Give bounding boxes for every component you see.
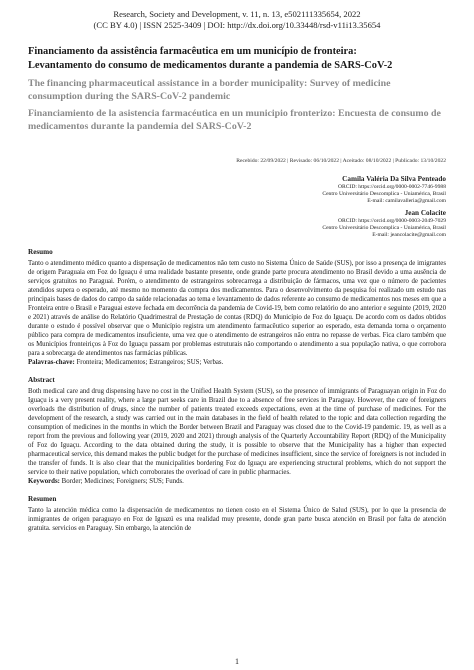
author-email[interactable]: E-mail: jeancolacite@gmail.com [372, 232, 446, 239]
resumo-heading: Resumo [28, 248, 53, 257]
page-number: 1 [235, 657, 239, 666]
license-doi-line: (CC BY 4.0) | ISSN 2525-3409 | DOI: http://dx.doi.org/10.33448/rsd-v11i13.35654 [93, 20, 381, 30]
abstract-keywords [28, 477, 446, 486]
resumo-section [28, 248, 446, 367]
abstract-heading: Abstract [28, 376, 55, 385]
abstract-keywords-label: Keywords: [28, 478, 60, 486]
author-email[interactable]: E-mail: camilavalleria@gmail.com [367, 198, 446, 205]
resumen-heading: Resumen [28, 495, 57, 504]
journal-citation-line: Research, Society and Development, v. 11, n. 13, e502111335654, 2022 [113, 9, 361, 19]
submission-dates: Recebido: 22/09/2022 | Revisado: 06/10/2022 | Aceitado: 08/10/2022 | Publicado: 13/10/2022 [236, 158, 446, 164]
resumo-keywords-list: Fronteira; Medicamentos; Estrangeiros; SUS; Verbas. [76, 359, 224, 367]
resumo-keywords [28, 358, 446, 367]
author-entry [28, 175, 446, 206]
resumo-keywords-label: Palavras-chave: [28, 359, 75, 367]
abstract-section [28, 376, 446, 486]
abstract-text: Both medical care and drug dispensing have no cost in the Unified Health System (SUS), so the presence of immigrants of Paraguayan origin in Foz do Iguaçu is a very present reality, where a large part seeks care in Brazil due to a absence of free services in Paraguay. However, the care of foreigners overloads the distribution of drugs, since the number of patients treated exceeds expectations, even at the time of purchase of medicines. For the development of the research, a study was carried out in the main databases in the field of health related to the topic and data collection regarding the consumption of medicines in the months in which the Border between Brazil and Paraguay was closed due to the Covid-19 pandemic. 19, as well as a report from the previous and following year (2019, 2020 and 2021) through analysis of the Quarterly Accountability Report (RDQ) of the Municipality of Foz do Iguaçu. According to the data obtained during the study, it is possible to observe that the Municipality has a higher than expected pharmaceutical service, this demand makes the public budget for the purchase of medicines insufficient, since the service of foreigners is not included in the transfer of funds. It is also clear that the municipalities bordering Foz do Iguaçu are experiencing structural problems, which do not support the service to their native population, which corroborates the overload of care in public pharmacies. [28, 388, 446, 477]
author-institution: Centro Universitário Descomplica - Uniamérica, Brasil [322, 191, 446, 198]
author-institution: Centro Universitário Descomplica - Uniamérica, Brasil [322, 224, 446, 231]
title-spanish: Financiamiento de la asistencia farmacéutica en un municipio fronterizo: Encuesta de consumo de medicamentos durante la pandemia del SARS-CoV-2 [28, 108, 441, 132]
abstract-keywords-list: Border; Medicines; Foreigners; SUS; Funds. [61, 478, 184, 486]
title-portuguese-subtitle: Levantamento do consumo de medicamentos durante a pandemia de SARS-CoV-2 [28, 60, 393, 71]
resumen-section [28, 495, 446, 533]
title-portuguese [28, 45, 446, 73]
journal-header [28, 0, 446, 31]
author-entry [28, 209, 446, 240]
resumen-text: Tanto la atención médica como la dispensación de medicamentos no tienen costo en el Sistema Único de Salud (SUS), por lo que la presencia de inmigrantes de origen paraguayo en Foz de Iguazú es una realidad muy presente, donde gran parte busca atención en Brasil por falta de atención gratuita. servicios en Paraguay. Sin embargo, la atención de [28, 507, 446, 533]
title-english: The financing pharmaceutical assistance in a border municipality: Survey of medicine consumption during the SARS-CoV-2 pandemic [28, 78, 391, 102]
author-orcid[interactable]: ORCID: https://orcid.org/0000-0003-2049-7029 [337, 217, 446, 224]
resumo-text: Tanto o atendimento médico quanto a dispensação de medicamentos não tem custo no Sistema Único de Saúde (SUS), por isso a presença de imigrantes de origem Paraguaia em Foz do Iguaçu é uma realidade bastante presente, onde grande parte procura atendimento no Brasil devido a uma ausência de serviços gratuitos no Paraguai. Porém, o atendimento de estrangeiros sobrecarrega a distribuição de fármacos, uma vez que o número de pacientes atendidos supera o esperado, até mesmo no momento da compra dos medicamentos. Para o desenvolvimento da pesquisa foi realizado um estudo nas principais bases de dados do campo da saúde relacionadas ao tema e levantamento de dados referente ao consumo de medicamentos nos meses em que a Fronteira entre o Brasil e Paraguai esteve fechada em decorrência da pandemia de Covid-19, bem como relatório do ano anterior e seguinte (2019, 2020 e 2021) através de análise do Relatório Quadrimestral de Prestação de contas (RDQ) do Município de Foz do Iguaçu. De acordo com os dados obtidos durante o estudo é possível observar que o Município registra um atendimento farmacêutico superior ao esperado, esta demanda torna o orçamento público para compra de medicamentos insuficiente, uma vez que o atendimento de estrangeiros não entra no repasse de verbas. Fica claro também que os Municípios fronteiriços à Foz do Iguaçu passam por problemas estruturais não comportando o atendimento a sua população nativa, o que corrobora para a sobrecarga de atendimentos nas farmácias públicas. [28, 260, 446, 358]
author-name: Camila Valéria Da Silva Penteado [342, 175, 446, 183]
author-name: Jean Colacite [404, 208, 446, 217]
author-orcid[interactable]: ORCID: https://orcid.org/0000-0002-7746-9988 [337, 184, 446, 190]
author-block [28, 175, 446, 239]
title-portuguese-main: Financiamento da assistência farmacêutica em um município de fronteira: [28, 46, 357, 57]
title-block [28, 45, 446, 133]
